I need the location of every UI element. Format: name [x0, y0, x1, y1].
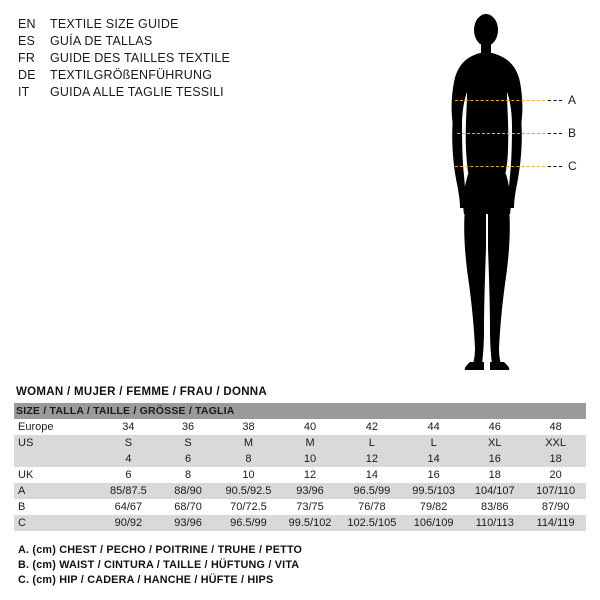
table-row [14, 451, 586, 467]
title-row [18, 67, 348, 84]
language-titles [18, 16, 348, 101]
cell: 79/82 [403, 499, 464, 515]
table-row [14, 435, 586, 451]
cell: S [159, 435, 218, 451]
cell: 14 [341, 467, 403, 483]
cell: 106/109 [403, 515, 464, 531]
guide-line-a [455, 100, 550, 101]
guide-line-a-extension [548, 100, 562, 101]
guide-label-c: C [568, 159, 577, 173]
cell: 16 [403, 467, 464, 483]
language-code: IT [18, 85, 30, 99]
cell: 104/107 [464, 483, 525, 499]
guide-line-c-extension [548, 166, 562, 167]
language-code: ES [18, 34, 36, 48]
cell: M [218, 435, 280, 451]
table-row [14, 467, 586, 483]
table-header-label: SIZE / TALLA / TAILLE / GRÖSSE / TAGLIA [14, 403, 586, 419]
cell: 90.5/92.5 [218, 483, 280, 499]
cell: 76/78 [341, 499, 403, 515]
table-row [14, 499, 586, 515]
cell: 12 [279, 467, 340, 483]
table-row [14, 483, 586, 499]
cell: 8 [218, 451, 280, 467]
cell: 10 [279, 451, 340, 467]
cell: XL [464, 435, 525, 451]
cell: 93/96 [279, 483, 340, 499]
cell: 64/67 [98, 499, 158, 515]
cell: 34 [98, 419, 158, 435]
cell: 12 [341, 451, 403, 467]
row-label: C [14, 515, 98, 531]
cell: 85/87.5 [98, 483, 158, 499]
cell: S [98, 435, 158, 451]
cell: 42 [341, 419, 403, 435]
guide-line-c [455, 166, 550, 167]
cell: 70/72.5 [218, 499, 280, 515]
cell: 114/119 [525, 515, 586, 531]
cell: M [279, 435, 340, 451]
table-group-title: WOMAN / MUJER / FEMME / FRAU / DONNA [16, 386, 268, 398]
legend-row-a: A. (cm) CHEST / PECHO / POITRINE / TRUHE / PETTO [18, 544, 303, 556]
size-table-block [14, 386, 586, 531]
row-label: B [14, 499, 98, 515]
cell: 68/70 [159, 499, 218, 515]
cell: 99.5/103 [403, 483, 464, 499]
cell: 102.5/105 [341, 515, 403, 531]
cell: 10 [218, 467, 280, 483]
female-silhouette-figure [420, 8, 590, 378]
cell: 40 [279, 419, 340, 435]
cell: 110/113 [464, 515, 525, 531]
cell: 96.5/99 [341, 483, 403, 499]
row-label: UK [14, 467, 98, 483]
cell: 20 [525, 467, 586, 483]
cell: 16 [464, 451, 525, 467]
cell: 6 [159, 451, 218, 467]
row-label: US [14, 435, 98, 451]
cell: 48 [525, 419, 586, 435]
table-header-row [14, 403, 586, 419]
title-row [18, 84, 348, 101]
title-row [18, 16, 348, 33]
cell: 90/92 [98, 515, 158, 531]
language-code: DE [18, 68, 36, 82]
cell: L [341, 435, 403, 451]
language-code: EN [18, 17, 36, 31]
legend-row-b: B. (cm) WAIST / CINTURA / TAILLE / HÜFTUNG / VITA [18, 559, 300, 571]
guide-line-b [457, 133, 550, 134]
language-title: TEXTILE SIZE GUIDE [50, 17, 179, 31]
cell: 87/90 [525, 499, 586, 515]
table-row [14, 419, 586, 435]
cell: 36 [159, 419, 218, 435]
cell: 96.5/99 [218, 515, 280, 531]
silhouette-icon [420, 8, 590, 378]
cell: 46 [464, 419, 525, 435]
size-table [14, 403, 586, 531]
cell: 18 [464, 467, 525, 483]
cell: XXL [525, 435, 586, 451]
title-row [18, 33, 348, 50]
cell: 83/86 [464, 499, 525, 515]
language-title: GUIDA ALLE TAGLIE TESSILI [50, 85, 224, 99]
row-label [14, 451, 98, 467]
cell: 88/90 [159, 483, 218, 499]
title-row [18, 50, 348, 67]
cell: 99.5/102 [279, 515, 340, 531]
cell: 107/110 [525, 483, 586, 499]
cell: 18 [525, 451, 586, 467]
cell: 93/96 [159, 515, 218, 531]
row-label: Europe [14, 419, 98, 435]
measurement-legend [18, 543, 538, 588]
cell: 38 [218, 419, 280, 435]
cell: 8 [159, 467, 218, 483]
cell: 4 [98, 451, 158, 467]
guide-label-b: B [568, 126, 577, 140]
language-title: TEXTILGRÖßENFÜHRUNG [50, 68, 213, 82]
language-title: GUIDE DES TAILLES TEXTILE [50, 51, 231, 65]
language-code: FR [18, 51, 36, 65]
guide-line-b-extension [548, 133, 562, 134]
legend-row-c: C. (cm) HIP / CADERA / HANCHE / HÜFTE / HIPS [18, 574, 274, 586]
cell: 44 [403, 419, 464, 435]
table-row [14, 515, 586, 531]
cell: 14 [403, 451, 464, 467]
row-label: A [14, 483, 98, 499]
language-title: GUÍA DE TALLAS [50, 34, 153, 48]
cell: 6 [98, 467, 158, 483]
guide-label-a: A [568, 93, 577, 107]
cell: L [403, 435, 464, 451]
cell: 73/75 [279, 499, 340, 515]
